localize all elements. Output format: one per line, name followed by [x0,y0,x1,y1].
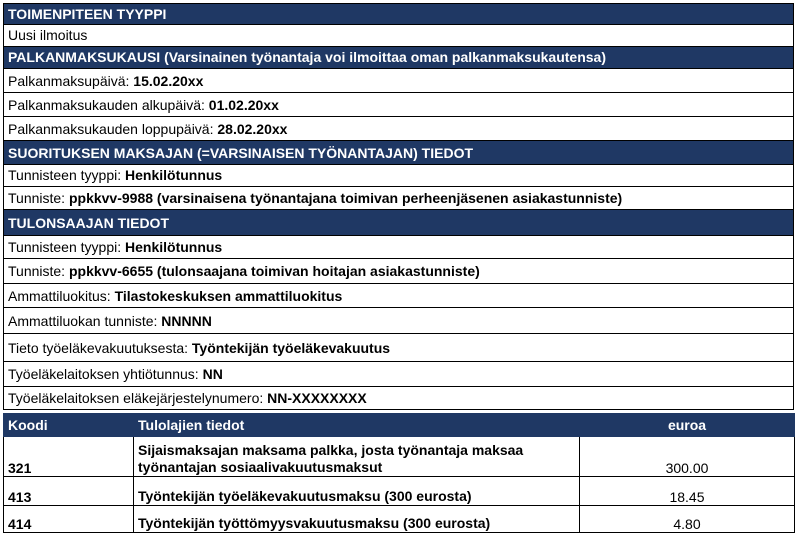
income-amount: 4.80 [580,506,795,533]
row-value: 01.02.20xx [208,97,279,113]
info-row [3,236,794,259]
row-value: NN-XXXXXXXX [267,390,367,406]
row-label: Työeläkelaitoksen yhtiötunnus: [8,366,203,382]
income-report-form [3,3,794,533]
income-amount: 18.45 [580,477,795,506]
row-label: Uusi ilmoitus [8,27,88,43]
row-value: ppkkvv-9988 (varsinaisena työnantajana toimivan perheenjäsenen asiakastunniste) [68,190,623,206]
info-row [3,25,794,47]
row-label: Tieto työeläkevakuutuksesta: [8,340,192,356]
info-row [3,334,794,362]
row-label: Palkanmaksukauden loppupäivä: [8,121,218,137]
column-header-description: Tulolajien tiedot [134,414,580,437]
row-value: Tilastokeskuksen ammattiluokitus [114,288,343,304]
row-value: NNNNN [161,313,212,329]
row-value: ppkkvv-6655 (tulonsaajana toimivan hoitajan asiakastunniste) [68,263,480,279]
row-label: Tunnisteen tyyppi: [8,239,125,255]
table-row [4,477,795,506]
section-header-action-type: TOIMENPITEEN TYYPPI [3,3,794,25]
income-description: Työntekijän työttömyysvakuutusmaksu (300 eurosta) [134,506,580,533]
table-row [4,437,795,477]
section-header-pay-period: PALKANMAKSUKAUSI (Varsinainen työnantaja voi ilmoittaa oman palkanmaksukautensa) [3,47,794,69]
column-header-code: Koodi [4,414,134,437]
info-row [3,187,794,210]
info-row [3,117,794,141]
income-description: Sijaismaksajan maksama palkka, josta työnantaja maksaa työnantajan sosiaalivakuutusmaksut [134,437,580,477]
info-row [3,284,794,308]
income-code: 414 [4,506,134,533]
income-types-table [3,413,795,533]
info-row [3,362,794,387]
info-row [3,93,794,117]
table-header-row [4,414,795,437]
column-header-amount: euroa [580,414,795,437]
info-row [3,165,794,187]
section-header-payer-info: SUORITUKSEN MAKSAJAN (=VARSINAISEN TYÖNANTAJAN) TIEDOT [3,141,794,165]
row-label: Ammattiluokan tunniste: [8,313,162,329]
row-label: Työeläkelaitoksen eläkejärjestelynumero: [8,390,268,406]
row-label: Tunnisteen tyyppi: [8,167,125,183]
info-row [3,259,794,284]
income-amount: 300.00 [580,437,795,477]
income-description: Työntekijän työeläkevakuutusmaksu (300 eurosta) [134,477,580,506]
info-row [3,308,794,334]
row-label: Ammattiluokitus: [8,288,115,304]
row-value: 15.02.20xx [133,73,204,89]
info-row [3,387,794,410]
table-row [4,506,795,533]
row-value: 28.02.20xx [217,121,288,137]
info-row [3,69,794,93]
section-header-recipient-info: TULONSAAJAN TIEDOT [3,210,794,236]
income-code: 321 [4,437,134,477]
row-value: Henkilötunnus [125,239,223,255]
row-label: Tunniste: [8,263,69,279]
income-code: 413 [4,477,134,506]
row-value: NN [202,366,223,382]
row-label: Tunniste: [8,190,69,206]
row-label: Palkanmaksupäivä: [8,73,134,89]
row-value: Työntekijän työeläkevakuutus [191,340,391,356]
row-label: Palkanmaksukauden alkupäivä: [8,97,209,113]
row-value: Henkilötunnus [125,167,223,183]
